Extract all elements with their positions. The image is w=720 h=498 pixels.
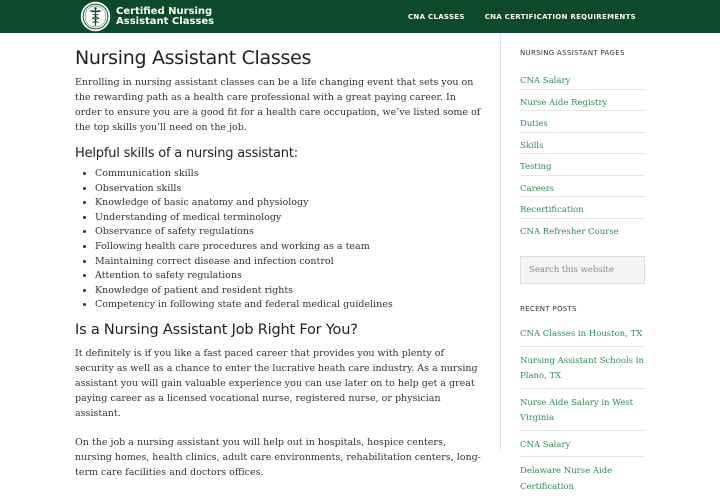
list-item <box>520 111 645 133</box>
pages-list <box>520 68 645 239</box>
list-item: • Maintaining correct disease and infection control <box>95 255 485 270</box>
list-item: • Communication skills <box>95 167 485 182</box>
list-item <box>520 133 645 155</box>
skills-heading: Helpful skills of a nursing assistant: <box>75 146 298 161</box>
recent-post-link[interactable]: Delaware Nurse Aide Certification <box>520 466 613 492</box>
sidebar-link-skills[interactable]: Skills <box>520 140 544 151</box>
site-header <box>0 0 720 33</box>
search-input[interactable] <box>520 256 645 284</box>
recent-post-link[interactable]: Nurse Aide Salary in West Virginia <box>520 397 634 423</box>
recent-post-link[interactable]: Nursing Assistant Schools in Plano, TX <box>520 355 644 381</box>
list-item <box>520 389 645 431</box>
list-item: • Following health care procedures and working as a team <box>95 240 485 255</box>
list-item: • Attention to safety regulations <box>95 269 485 284</box>
list-item <box>520 68 645 90</box>
list-item: • Competency in following state and federal medical guidelines <box>95 298 485 313</box>
list-item <box>520 219 645 240</box>
sidebar-link-cna-refresher-course[interactable]: CNA Refresher Course <box>520 226 619 237</box>
job-heading: Is a Nursing Assistant Job Right For You? <box>75 321 358 338</box>
list-item: • Observance of safety regulations <box>95 225 485 240</box>
site-title-line2: Assistant Classes <box>116 15 215 27</box>
list-item <box>520 154 645 176</box>
list-item: • Knowledge of patient and resident rights <box>95 284 485 299</box>
sidebar-link-testing[interactable]: Testing <box>520 162 552 172</box>
caduceus-logo-icon <box>80 1 111 32</box>
list-item <box>520 90 645 112</box>
sidebar-link-careers[interactable]: Careers <box>520 183 555 194</box>
list-item <box>520 347 645 389</box>
primary-nav <box>388 0 636 33</box>
recent-post-link[interactable]: CNA Salary <box>520 439 571 450</box>
site-title-line1: Certified Nursing <box>116 5 213 17</box>
list-item <box>520 176 645 198</box>
sidebar-link-cna-salary[interactable]: CNA Salary <box>520 76 571 86</box>
nav-cna-classes[interactable]: CNA CLASSES <box>407 12 465 21</box>
site-logo[interactable] <box>80 1 214 32</box>
list-item: • Knowledge of basic anatomy and physiology <box>95 196 485 211</box>
nav-cna-certification-requirements[interactable]: CNA CERTIFICATION REQUIREMENTS <box>484 12 636 21</box>
list-item <box>520 457 645 498</box>
body-paragraph: It definitely is if you like a fast paced career that provides you with plenty of security as well as a chance to enter the lucrative heath care industry. As a nursing assistant you will gain valuable experience you can use later on to help get a great paying career as a licensed vocational nurse, registered nurse, or physician assistant. <box>75 347 478 419</box>
pages-widget-title: NURSING ASSISTANT PAGES <box>520 49 625 57</box>
sidebar <box>520 33 645 498</box>
sidebar-link-nurse-aide-registry[interactable]: Nurse Aide Registry <box>520 97 608 108</box>
body-paragraph: On the job a nursing assistant you will help out in hospitals, hospice centers, nursing homes, health clinics, adult care environments, rehabilitation centers, long-term care facilities and doctors offices. <box>75 436 481 478</box>
sidebar-divider <box>500 33 501 450</box>
sidebar-link-recertification[interactable]: Recertification <box>520 205 584 215</box>
main-content <box>75 46 485 480</box>
recent-posts-list <box>520 323 645 498</box>
list-item: • Observation skills <box>95 182 485 197</box>
skills-list <box>75 167 485 313</box>
site-title <box>116 7 214 27</box>
list-item: • Understanding of medical terminology <box>95 211 485 226</box>
list-item <box>520 323 645 347</box>
recent-post-link[interactable]: CNA Classes in Houston, TX <box>520 329 643 339</box>
page-title: Nursing Assistant Classes <box>75 47 312 69</box>
list-item <box>520 431 645 458</box>
list-item <box>520 197 645 219</box>
recent-posts-title: RECENT POSTS <box>520 305 577 313</box>
sidebar-link-duties[interactable]: Duties <box>520 119 548 129</box>
intro-paragraph: Enrolling in nursing assistant classes can be a life changing event that sets you on the rewarding path as a health care professional with a great paying career. In order to ensure you are a good fit for a health care occupation, we’ve listed some of the top skills you’ll need on the job. <box>75 77 481 133</box>
